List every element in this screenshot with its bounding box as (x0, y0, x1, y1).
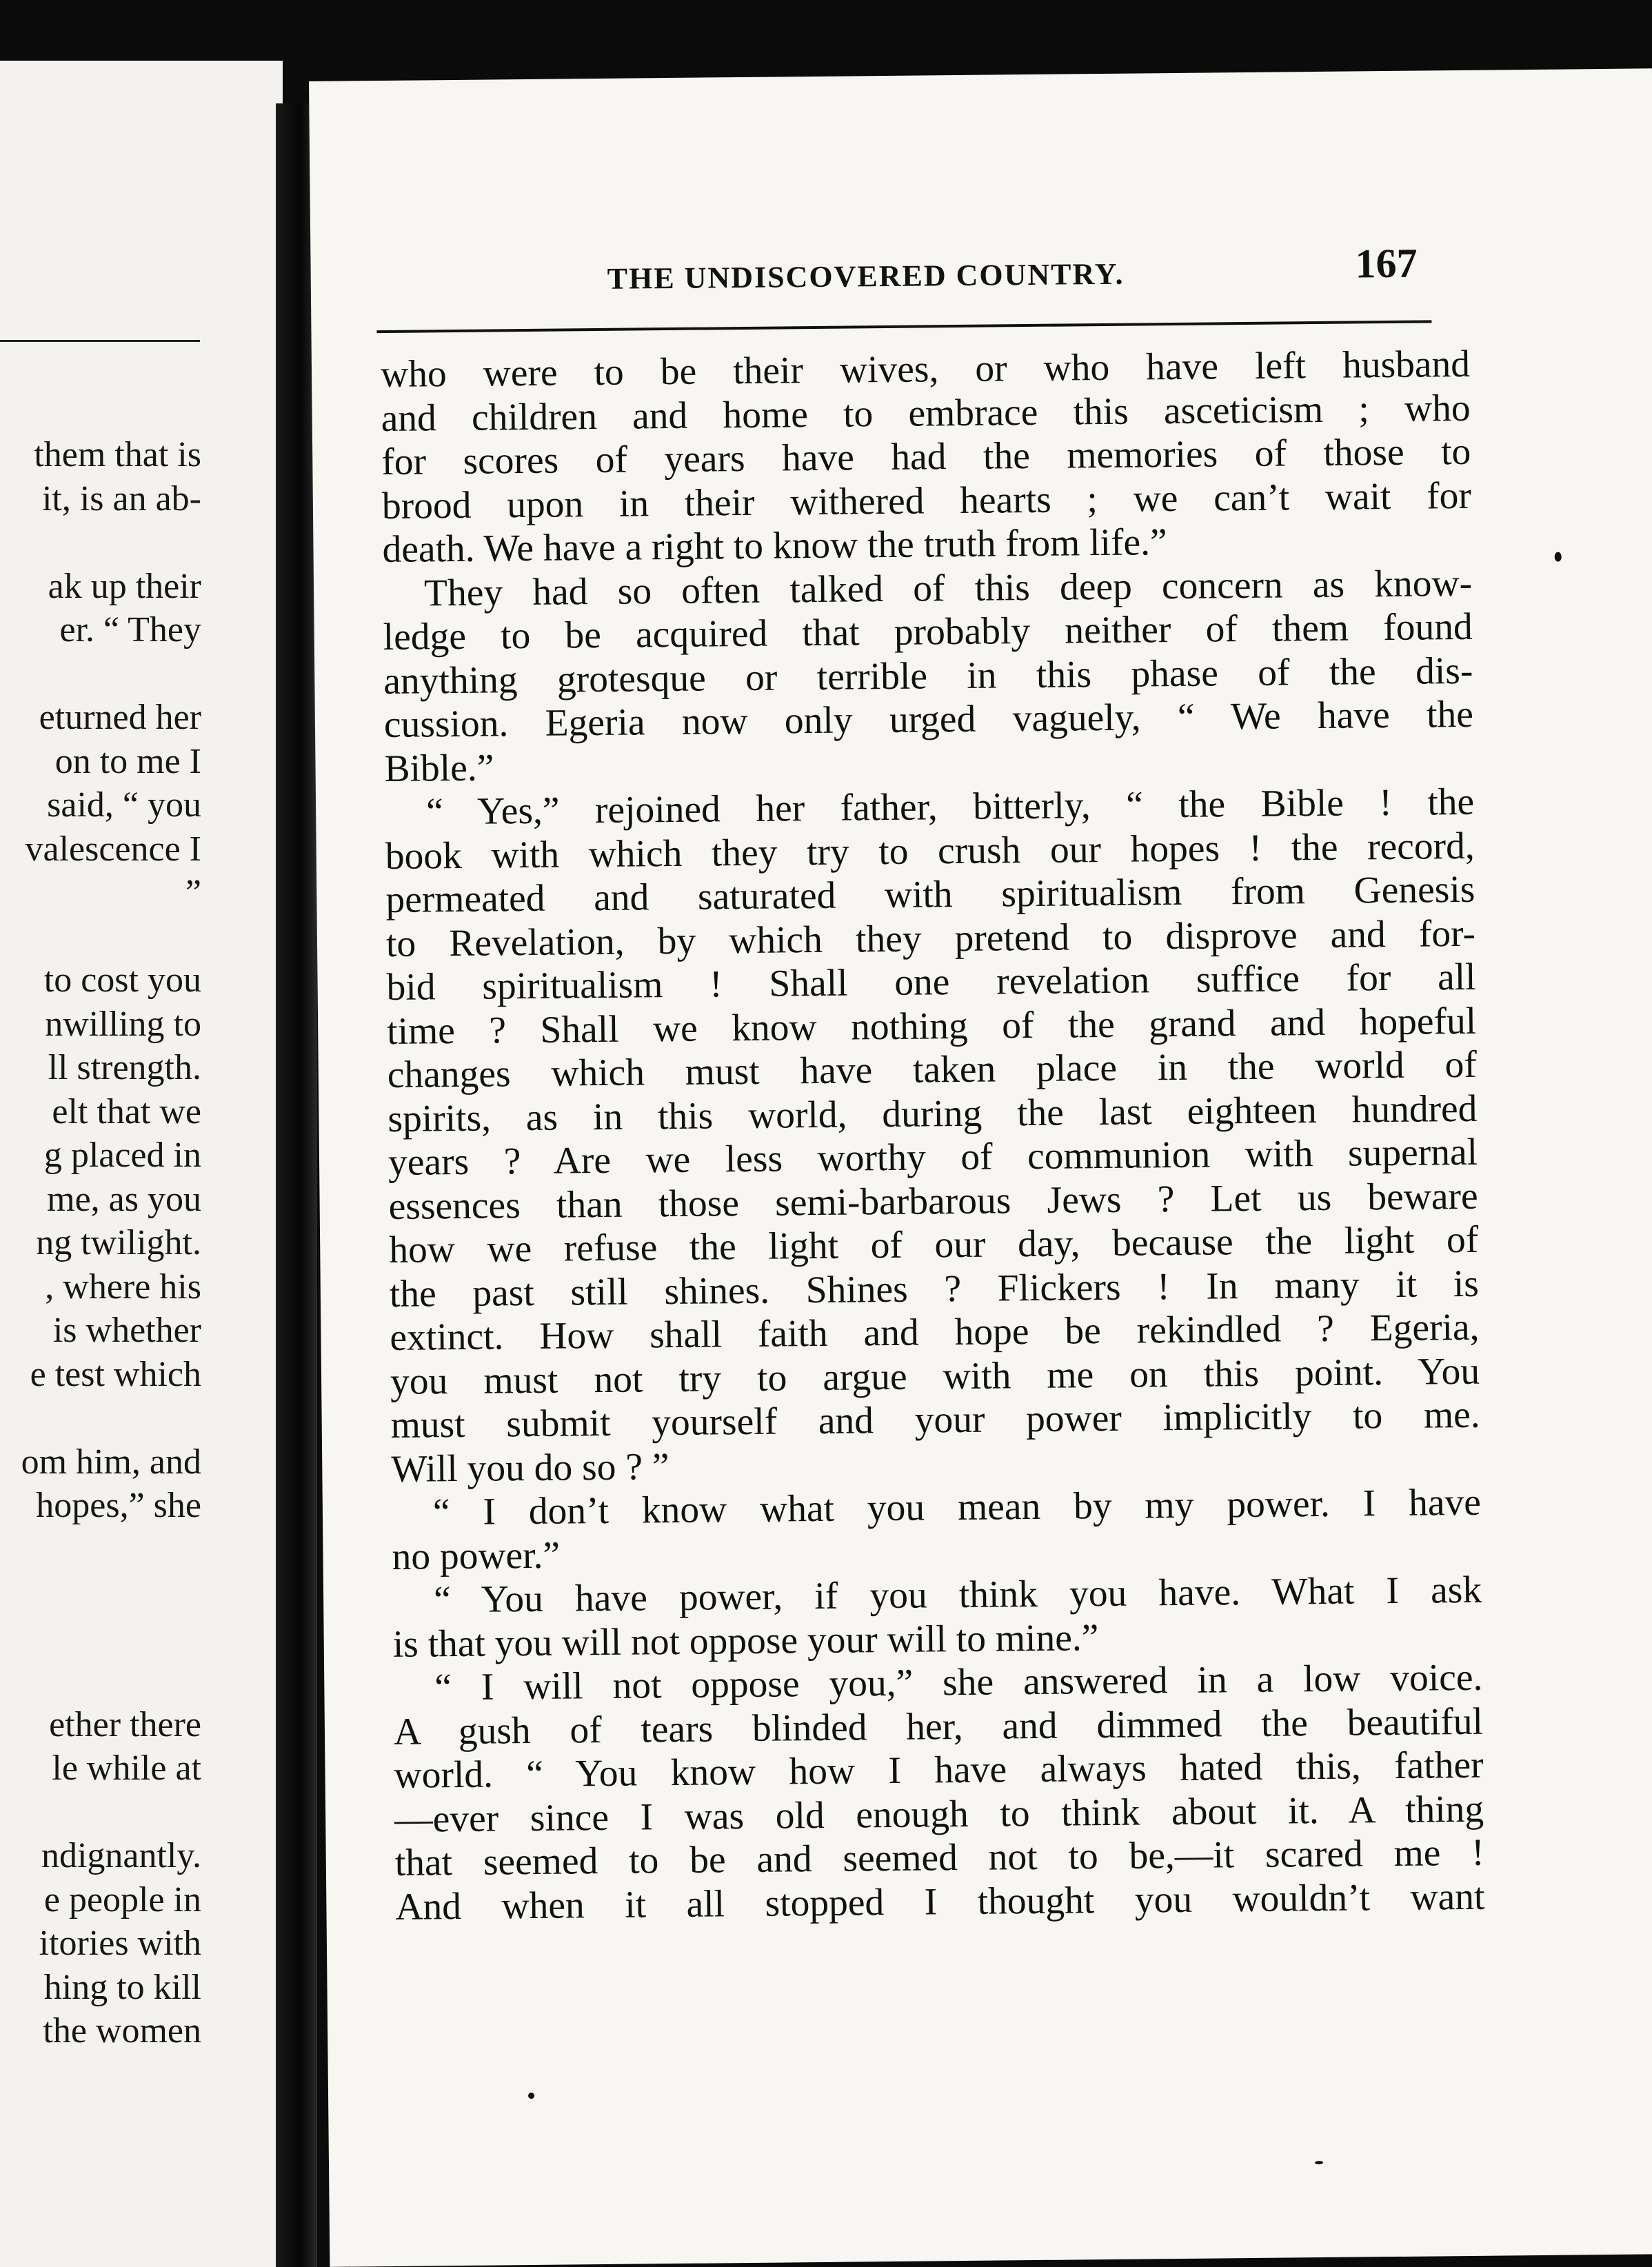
left-page-line (0, 1791, 201, 1835)
left-page-line: er. “ They (59, 610, 201, 649)
header-rule (376, 320, 1431, 333)
left-page-line: ether there (49, 1704, 201, 1744)
left-page-line: g placed in (43, 1136, 201, 1175)
text-line: anything grotesque or terrible in this phase of the dis- (383, 649, 1473, 703)
text-line: permeated and saturated with spiritualism from Genesis (385, 868, 1475, 921)
text-line: extinct. How shall faith and hope be rekindled ? Egeria, (390, 1306, 1480, 1359)
left-page-line: elt that we (52, 1091, 201, 1131)
text-line: bid spiritualism ! Shall one revelation suffice for all (386, 956, 1476, 1009)
text-line: brood upon in their withered hearts ; we can’t wait for (381, 474, 1472, 527)
left-page-line: valescence I (25, 829, 201, 869)
left-page-line: the women (43, 2011, 201, 2051)
left-page-line: ndignantly. (41, 1836, 201, 1875)
text-line: no power.” (392, 1534, 561, 1578)
text-line: world. “ You know how I have always hated this, father (394, 1744, 1484, 1797)
left-page-line: it, is an ab- (41, 478, 201, 518)
left-page-line: to cost you (43, 960, 201, 1000)
left-page-line (0, 521, 201, 565)
text-line: “ I don’t know what you mean by my power. I have (432, 1481, 1482, 1534)
text-line: years ? Are we less worthy of communion with supernal (387, 1131, 1478, 1184)
left-page-line: me, as you (47, 1179, 201, 1219)
text-line: Bible.” (384, 746, 494, 790)
left-page-line: is whether (52, 1311, 201, 1350)
text-line: cussion. Egeria now only urged vaguely, “ We have the (383, 693, 1474, 746)
left-page-line: said, “ you (47, 785, 201, 825)
text-line: And when it all stopped I thought you wouldn’t want (395, 1875, 1485, 1928)
page-number: 167 (1355, 240, 1418, 287)
ink-speck (1315, 2161, 1323, 2164)
left-page-line: e people in (43, 1880, 201, 1920)
text-line: who were to be their wives, or who have left husband (380, 343, 1471, 396)
left-page-text (0, 433, 201, 2053)
left-page-line (0, 1396, 201, 1440)
body-text (381, 343, 1485, 1929)
left-page-line: ” (185, 873, 201, 912)
ink-speck (528, 2093, 534, 2099)
text-line: must submit yourself and your power implicitly to me. (390, 1393, 1480, 1447)
page-header (310, 230, 1652, 305)
left-page-line (0, 1659, 201, 1703)
text-line: spirits, as in this world, during the last eighteen hundred (387, 1087, 1478, 1140)
left-page-line (0, 1528, 201, 1572)
text-line: book with which they try to crush our hopes ! the record, (385, 825, 1475, 878)
text-line: “ Yes,” rejoined her father, bitterly, “ the Bible ! the (425, 780, 1475, 834)
left-page-line: on to me I (54, 741, 201, 781)
left-page-line: itories with (39, 1924, 201, 1963)
text-line: “ I will not oppose you,” she answered in a low voice. (434, 1656, 1483, 1709)
text-line: “ You have power, if you think you have. What I ask (433, 1569, 1482, 1622)
left-page-line: nwilling to (45, 1004, 201, 1044)
text-line: changes which must have taken place in the world of (387, 1043, 1478, 1096)
left-page-line (0, 1615, 201, 1660)
text-line: Will you do so ? ” (391, 1445, 669, 1491)
left-page (0, 61, 283, 2267)
left-page-line: ng twilight. (36, 1223, 201, 1262)
left-page-line: , where his (45, 1267, 201, 1307)
text-line: A gush of tears blinded her, and dimmed the beautiful (393, 1700, 1484, 1753)
text-line: They had so often talked of this deep concern as know- (423, 562, 1473, 614)
left-page-line: e test which (30, 1354, 201, 1394)
left-page-line: le while at (52, 1749, 201, 1788)
left-page-line (0, 915, 201, 959)
text-line: is that you will not oppose your will to mine.” (392, 1616, 1099, 1666)
text-line: that seemed to be and seemed not to be,—it scared me ! (394, 1831, 1485, 1884)
left-page-line: om him, and (21, 1442, 201, 1482)
text-line: essences than those semi-barbarous Jews ? Let us beware (388, 1175, 1478, 1228)
running-title: THE UNDISCOVERED COUNTRY. (607, 256, 1125, 296)
text-line: the past still shines. Shines ? Flickers ! In many it is (389, 1262, 1480, 1316)
text-line: how we refuse the light of our day, because the light of (388, 1218, 1479, 1271)
right-page (309, 68, 1652, 2267)
text-line: ledge to be acquired that probably neither of them found (383, 605, 1473, 659)
text-line: death. We have a right to know the truth from life.” (382, 521, 1167, 572)
left-page-line: ak up their (48, 566, 201, 606)
left-page-line: ll strength. (48, 1048, 201, 1087)
left-page-line: eturned her (39, 698, 201, 737)
text-line: and children and home to embrace this asceticism ; who (381, 387, 1471, 440)
left-page-line (0, 1571, 201, 1615)
book-gutter (276, 103, 317, 2267)
left-page-header-rule (0, 340, 200, 342)
left-page-line: hing to kill (43, 1967, 201, 2007)
text-line: time ? Shall we know nothing of the grand and hopeful (386, 1000, 1477, 1053)
text-line: for scores of years have had the memories of those to (381, 430, 1471, 484)
text-line: to Revelation, by which they pretend to disprove and for- (385, 912, 1476, 965)
ink-speck (1555, 552, 1562, 562)
left-page-line: hopes,” she (36, 1486, 201, 1525)
text-line: —ever since I was old enough to think about it. A thing (394, 1788, 1484, 1841)
left-page-line (0, 652, 201, 696)
text-line: you must not try to argue with me on this point. You (390, 1350, 1480, 1403)
left-page-line: them that is (34, 435, 201, 474)
